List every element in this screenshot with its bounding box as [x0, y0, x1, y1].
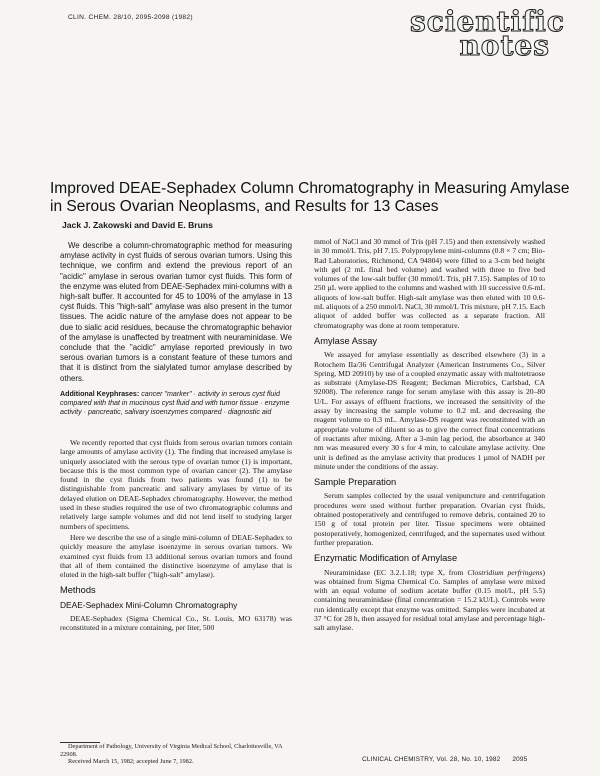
- left-column-body: [60, 438, 292, 635]
- footnote-affiliation: Department of Pathology, University of Virginia Medical School, Charlottesville, VA 22908.: [60, 743, 283, 758]
- methods-continued-paragraph: mmol of NaCl and 30 mmol of Tris (pH 7.15) and then extensively washed in 30 mmol/L Tris, pH 7.15. Polypropylene mini-columns (0.8 × 7 cm; Bio-Rad Laboratories, Richmond, CA 94804) were filled to a 3-cm bed height with gel (2 mL final bed volume) and washed with three to five bed volumes of the low-salt buffer (30 mmol/L Tris, pH 7.15). Samples of 10 to 250 µL were applied to the columns and washed with 10 successive 0.6-mL aliquots of low-salt buffer. High-salt amylase was then eluted with 10 0.6-mL aliquots of a 250 mmol/L NaCl, 30 mmol/L Tris mixture, pH 7.15. Each aliquot of added buffer was collected as a separate fraction. All chromatography was done at room temperature.: [314, 237, 545, 330]
- enzymatic-text-b: ) was obtained from Sigma Chemical Co. Samples of amylase were mixed with an equal volume of sodium acetate buffer (0.15 mol/L, pH 5.5) containing neuraminidase (final concentration = 15.2 kU/L). Controls were run identically except that enzyme was omitted. Samples were incubated at 37 °C for 28 h, then assayed for residual total amylase and percentage high-salt amylase.: [314, 567, 545, 633]
- journal-citation: CLIN. CHEM. 28/10, 2095-2098 (1982): [68, 14, 193, 21]
- intro-paragraph-1: We recently reported that cyst fluids from serous ovarian tumors contain large amounts of amylase activity (1). The finding that increased amylase is uniquely associated with the serous type of ovarian tumor (1) is important, because this is the most common type of ovarian cancer (2). The amylase found in the cyst fluids from two patients was found (1) to be distinguishable from pancreatic and salivary amylases by virtue of its delayed elution on DEAE-Sephadex chromatography. However, the method used in these studies required the use of two chromatographic columns and relatively large sample volumes and did not lend itself to studying larger numbers of specimens.: [60, 438, 292, 531]
- sample-preparation-heading: Sample Preparation: [314, 477, 397, 488]
- enzymatic-text-a: Neuraminidase (EC 3.2.1.18; type X, from: [324, 567, 468, 577]
- keyphrases-text: cancer "marker" · activity in serous cyst fluid compared with that in mucinous cyst fluid and with tumor tissue · enzyme activity · pancreatic, salivary isoenzymes compared · diagnostic aid: [60, 390, 290, 417]
- section-logo: [410, 5, 565, 62]
- footer-journal: CLINICAL CHEMISTRY, Vol. 28, No. 10, 1982: [362, 756, 501, 763]
- enzymatic-modification-paragraph: [314, 568, 545, 633]
- article-authors: Jack J. Zakowski and David E. Bruns: [62, 220, 213, 230]
- abstract: We describe a column-chromatographic method for measuring amylase activity in cyst fluids of serous ovarian tumors. Using this technique, we confirm and extend the previous report of an "acidic" amylase in serous ovarian tumor cyst fluids. This form of the enzyme was eluted from DEAE-Sephadex mini-columns with a high-salt buffer. It accounted for 45 to 100% of the amylase in 13 cyst fluids. This "high-salt" amylase was also present in the tumor tissues. The acidic nature of the amylase does not appear to be due to sialic acid residues, because the chromatographic behavior of the amylase is unaffected by treatment with neuraminidase. We conclude that the "acidic" amylase reported previously in two serous ovarian tumors is a constant feature of these tumors and that it is distinct from the sialylated tumor amylase described by others.: [60, 241, 292, 383]
- footnote-received: Received March 15, 1982; accepted June 7, 1982.: [68, 758, 194, 766]
- methods-subheading: DEAE-Sephadex Mini-Column Chromatography: [60, 599, 238, 610]
- methods-paragraph-1: DEAE-Sephadex (Sigma Chemical Co., St. Louis, MO 63178) was reconstituted in a mixture containing, per liter, 500: [60, 614, 292, 633]
- keyphrases: [60, 390, 292, 417]
- keyphrases-label: Additional Keyphrases:: [60, 390, 140, 398]
- article-title: Improved DEAE-Sephadex Column Chromatography in Measuring Amylase in Serous Ovarian Neoplasms, and Results for 13 Cases: [50, 180, 570, 215]
- logo-line-2: notes: [459, 29, 550, 62]
- page-footer: [362, 756, 527, 763]
- enzymatic-modification-heading: Enzymatic Modification of Amylase: [314, 553, 458, 564]
- footnotes: [60, 743, 292, 766]
- page-number: 2095: [512, 756, 528, 763]
- species-name: Clostridium perfringens: [467, 567, 543, 577]
- amylase-assay-heading: Amylase Assay: [314, 335, 378, 346]
- sample-preparation-paragraph: Serum samples collected by the usual venipuncture and centrifugation procedures were used without further preparation. Ovarian cyst fluids, obtained postoperatively and centrifuged to remove debris, contained 20 to 150 g of total protein per liter. Tissue specimens were obtained postoperatively, homogenized, centrifuged, and the supernates used without further preparation.: [314, 491, 545, 547]
- amylase-assay-paragraph: We assayed for amylase essentially as described elsewhere (3) in a Rotochem IIa/36 Centrifugal Analyzer (American Instruments Co., Silver Spring, MD 20910) by use of a coupled enzymatic assay with maltotetraose as substrate (Amylase-DS Reagent; Beckman Microbics, Carlsbad, CA 92008). The reference range for serum amylase with this assay is 20–80 U/L. For assays of effluent fractions, we increased the sensitivity of the assay by increasing the sample volume to 0.2 mL and decreasing the reagent volume to 0.3 mL. Amylase-DS reagent was reconstituted with an appropriate volume of diluent so as to give the correct final concentrations of reactants after mixing. After a 3-min lag period, the absorbance at 340 nm was measured every 30 s for 4 min, to calculate amylase activity. One unit is defined as the amylase activity that produces 1 µmol of NADH per minute under the conditions of the assay.: [314, 350, 545, 471]
- intro-paragraph-2: Here we describe the use of a single mini-column of DEAE-Sephadex to quickly measure the amylase isoenzyme in serous ovarian tumors. We examined cyst fluids from 13 additional serous ovarian tumors and found that all of them contained the distinctive isoenzyme of amylase that is eluted in the high-salt buffer ("high-salt" amylase).: [60, 532, 292, 580]
- logo-line-1: scientific: [410, 5, 565, 38]
- methods-heading: Methods: [60, 585, 96, 596]
- right-column-body: [314, 237, 545, 635]
